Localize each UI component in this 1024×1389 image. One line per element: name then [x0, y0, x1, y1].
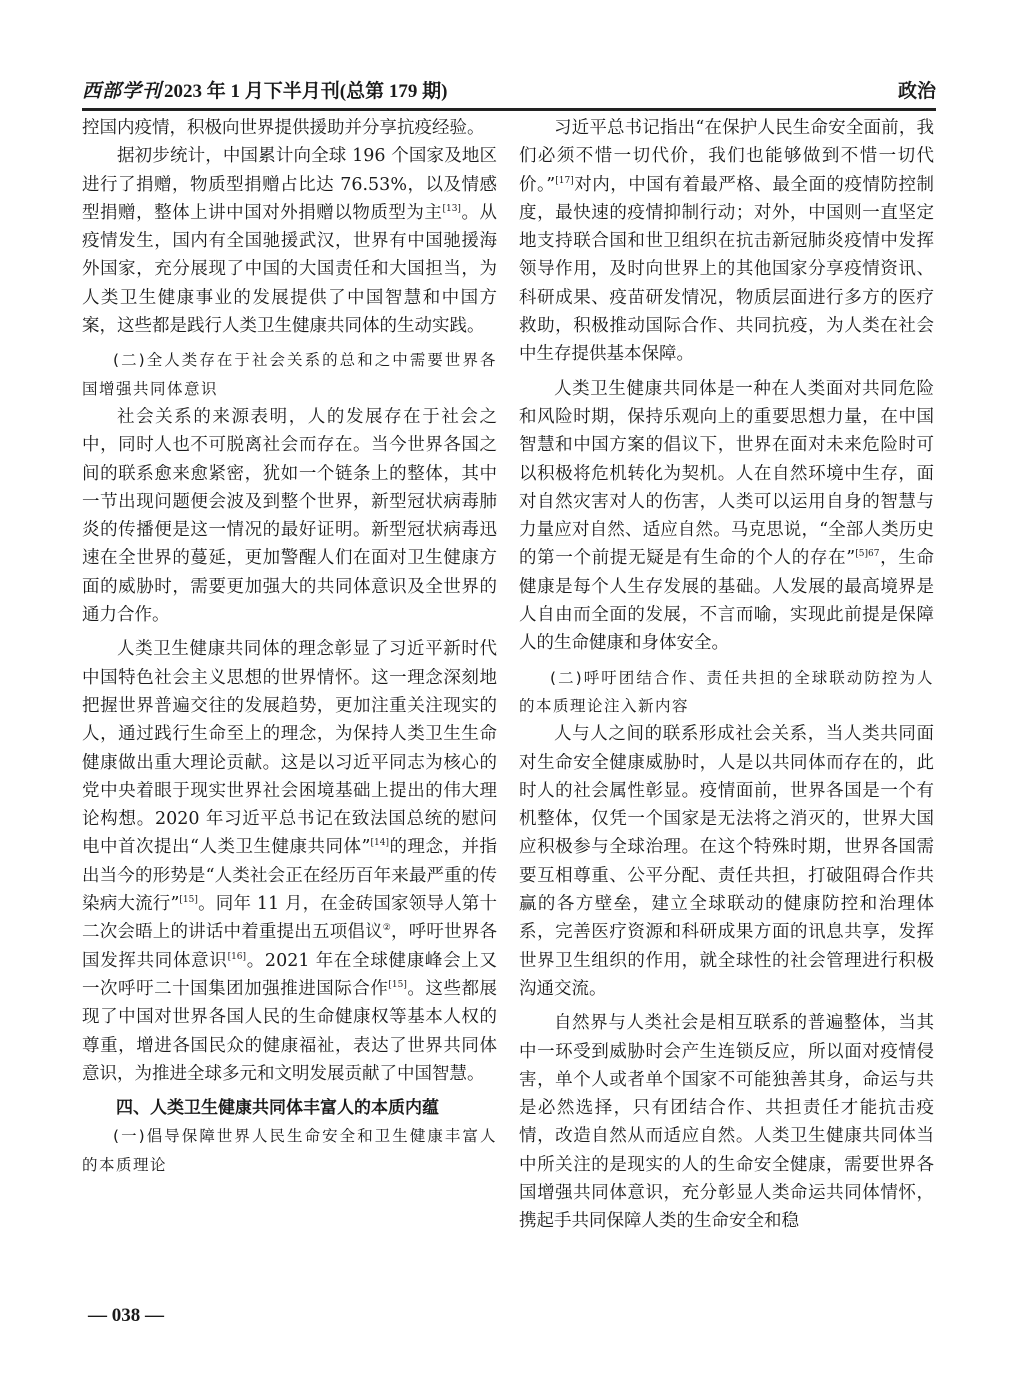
paragraph: 控国内疫情，积极向世界提供援助并分享抗疫经验。 [82, 118, 485, 138]
right-column [519, 114, 934, 1236]
paragraph: 人类卫生健康共同体的理念彰显了习近平新时代中国特色社会主义思想的世界情怀。这一理念深刻地把握世界普遍交往的发展趋势，更加注重关注现实的人，通过践行生命至上的理念，为保持人类卫生生命健康做出重大理论贡献。这是以习近平同志为核心的党中央着眼于现实世界社会困境基础上提出的伟大理论构想。2020 年习近平总书记在致法国总统的慰问电中首次提出“人类卫生健康共同体”[14]的理念，并指出当今的形势是“人类社会正在经历百年来最严重的传染病大流行”[15]。同年 11 月，在金砖国家领导人第十二次会晤上的讲话中着重提出五项倡议②，呼吁世界各国发挥共同体意识[16]。2021 年在全球健康峰会上又一次呼吁二十国集团加强推进国际合作[15]。这些都展现了中国对世界各国人民的生命健康权等基本人权的尊重，增进各国民众的健康福祉，表达了世界共同体意识，为推进全球多元和文明发展贡献了中国智慧。 [82, 639, 498, 1084]
citation: [17] [555, 175, 574, 186]
citation: [13] [442, 203, 461, 214]
paragraph: 人类卫生健康共同体是一种在人类面对共同危险和风险时期，保持乐观向上的重要思想力量，在中国智慧和中国方案的倡议下，世界在面对未来危险时可以积极将危机转化为契机。人在自然环境中生存，面对自然灾害对人的伤害，人类可以运用自身的智慧与力量应对自然、适应自然。马克思说，“全部人类历史的第一个前提无疑是有生命的个人的存在”$^{[5]67}$，生命健康是每个人生存发展的基础。人发展的最高境界是人自由而全面的发展，不言而喻，实现此前提是保障人的生命健康和身体安全。 [519, 378, 935, 654]
paragraph: 社会关系的来源表明，人的发展存在于社会之中，同时人也不可脱离社会而存在。当今世界各国之间的联系愈来愈紧密，犹如一个链条上的整体，其中一节出现问题便会波及到整个世界，新型冠状病毒肺炎的传播便是这一情况的最好证明。新型冠状病毒迅速在全世界的蔓延，更加警醒人们在面对卫生健康方面的威胁时，需要更加强大的共同体意识及全世界的通力合作。 [82, 406, 497, 626]
header-rule [82, 108, 936, 111]
section-heading: 四、人类卫生健康共同体丰富人的本质内蕴 [116, 1098, 439, 1119]
footnote-mark: ② [382, 923, 392, 934]
section-label: 政治 [897, 79, 936, 102]
citation: [16] [227, 951, 247, 962]
citation: [5]67 [855, 549, 880, 560]
journal-logo: 西部学刊 [82, 79, 163, 102]
paragraph: 自然界与人类社会是相互联系的普遍整体，当其中一环受到威胁时会产生连锁反应，所以面对疫情侵害，单个人或者单个国家不可能独善其身，命运与共是必然选择，只有团结合作、共担责任才能抗击疫情，改造自然从而适应自然。人类卫生健康共同体当中所关注的是现实的人的生命安全健康，需要世界各国增强共同体意识，充分彰显人类命运共同体情怀，携起手共同保障人类的生命安全和稳 [519, 1013, 934, 1232]
subsection-heading: (二)全人类存在于社会关系的总和之中需要世界各国增强共同体意识 [82, 351, 497, 398]
paragraph: 据初步统计，中国累计向全球 196 个国家及地区进行了捐赠，物质型捐赠占比达 76.53%，以及情感型捐赠，整体上讲中国对外捐赠以物质型为主[13]。从疫情发生，国内有全国驰援武汉，世界有中国驰援海外国家，充分展现了中国的大国责任和大国担当，为人类卫生健康事业的发展提供了中国智慧和中国方案，这些都是践行人类卫生健康共同体的生动实践。 [82, 146, 497, 337]
citation: [15] [388, 979, 407, 990]
paragraph: 习近平总书记指出“在保护人民生命安全面前，我们必须不惜一切代价，我们也能够做到不惜一切代价。”[17]对内，中国有着最严格、最全面的疫情防控制度，最快速的疫情抑制行动；对外，中国则一直坚定地支持联合国和世卫组织在抗击新冠肺炎疫情中发挥领导作用，及时向世界上的其他国家分享疫情资讯、科研成果、疫苗研发情况，物质层面进行多方的医疗救助，积极推动国际合作、共同抗疫，为人类在社会中生存提供基本保障。 [519, 118, 935, 365]
citation: [15] [179, 895, 198, 906]
subsection-heading: (二)呼吁团结合作、责任共担的全球联动防控为人的本质理论注入新内容 [519, 668, 934, 715]
page-number: — 038 — [88, 1305, 164, 1326]
running-header [82, 74, 936, 104]
left-column [82, 114, 497, 1179]
citation: [14] [370, 838, 389, 849]
subsection-heading: (一)倡导保障世界人民生命安全和卫生健康丰富人的本质理论 [82, 1127, 497, 1174]
paragraph: 人与人之间的联系形成社会关系，当人类共同面对生命安全健康威胁时，人是以共同体而存在的，此时人的社会属性彰显。疫情面前，世界各国是一个有机整体，仅凭一个国家是无法将之消灭的，世界大国应积极参与全球治理。在这个特殊时期，世界各国需要互相尊重、公平分配、责任共担，打破阻碍合作共赢的各方壁垒，建立全球联动的健康防控和治理体系，完善医疗资源和科研成果方面的讯息共享，发挥世界卫生组织的作用，就全球性的社会管理进行积极沟通交流。 [519, 724, 934, 999]
issue-info: 2023 年 1 月下半月刊(总第 179 期) [164, 80, 448, 102]
